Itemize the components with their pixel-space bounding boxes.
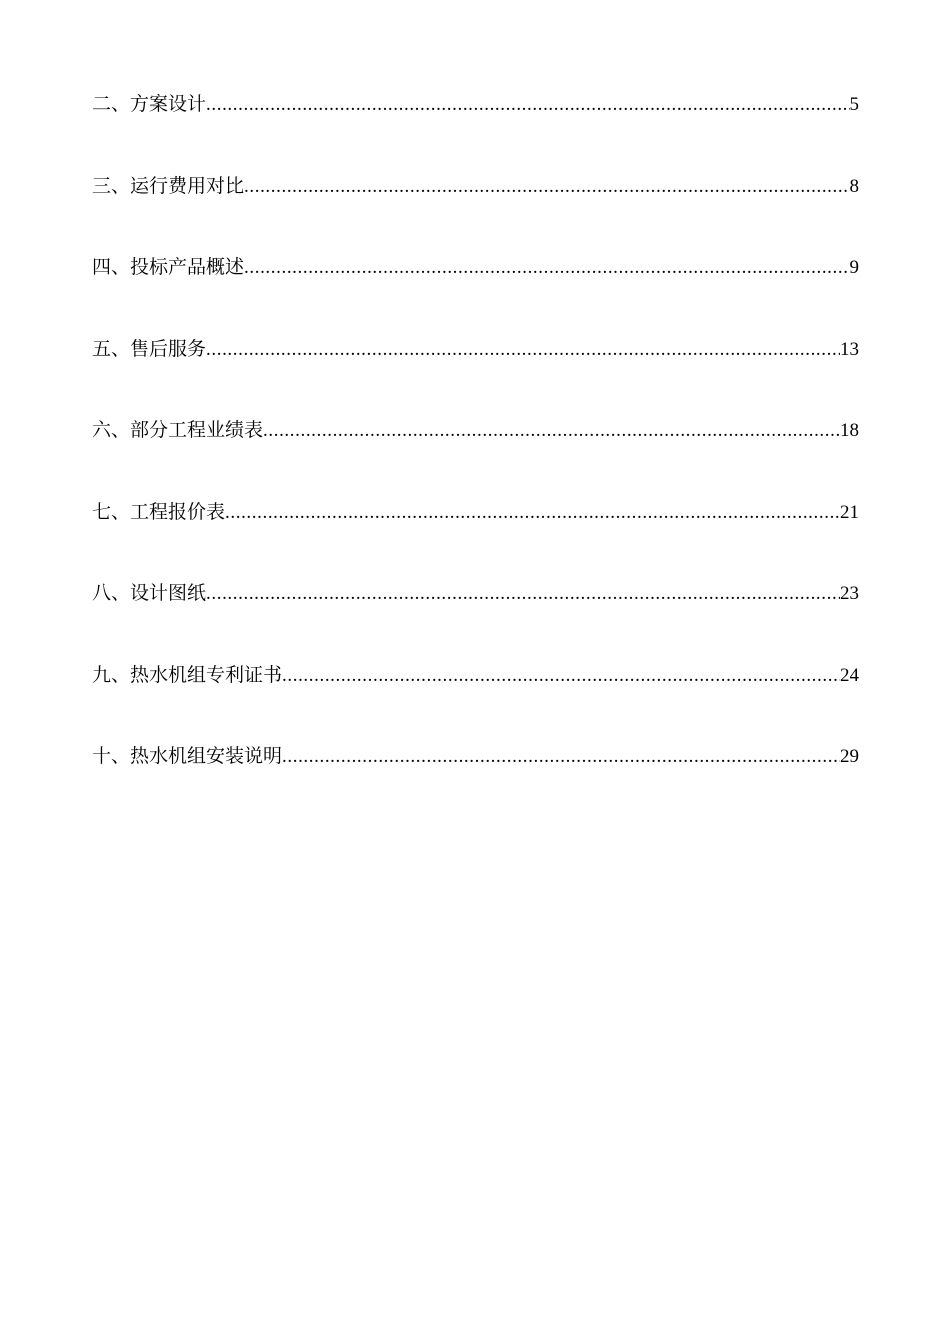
toc-entry-title: 九、热水机组专利证书 bbox=[92, 663, 283, 686]
toc-dot-leader bbox=[206, 579, 840, 609]
toc-entry-title: 七、工程报价表 bbox=[92, 500, 226, 523]
toc-entry-page: 24 bbox=[840, 664, 859, 686]
toc-entry-title: 二、方案设计 bbox=[92, 93, 207, 115]
toc-dot-leader bbox=[282, 742, 840, 772]
table-of-contents bbox=[92, 89, 859, 823]
toc-dot-leader bbox=[282, 661, 840, 691]
toc-dot-leader bbox=[225, 498, 840, 528]
toc-entry[interactable] bbox=[92, 89, 859, 171]
toc-entry-page: 8 bbox=[849, 175, 859, 197]
toc-entry[interactable] bbox=[92, 171, 859, 253]
toc-entry-title: 六、部分工程业绩表 bbox=[92, 419, 264, 441]
toc-entry-page: 29 bbox=[840, 746, 859, 767]
toc-entry-title: 五、售后服务 bbox=[92, 337, 207, 360]
toc-dot-leader bbox=[263, 416, 840, 446]
toc-entry[interactable] bbox=[92, 578, 859, 660]
toc-dot-leader bbox=[244, 172, 849, 202]
toc-entry[interactable] bbox=[92, 415, 859, 497]
toc-entry-page: 9 bbox=[849, 257, 859, 278]
toc-entry-page: 23 bbox=[840, 583, 859, 604]
toc-entry-page: 18 bbox=[840, 420, 859, 441]
toc-entry-title: 十、热水机组安装说明 bbox=[92, 745, 283, 767]
toc-dot-leader bbox=[206, 90, 849, 120]
toc-dot-leader bbox=[206, 335, 840, 365]
toc-entry[interactable] bbox=[92, 252, 859, 334]
toc-entry[interactable] bbox=[92, 334, 859, 416]
toc-entry-title: 三、运行费用对比 bbox=[92, 174, 245, 197]
toc-entry-page: 5 bbox=[849, 94, 859, 115]
toc-dot-leader bbox=[244, 253, 849, 283]
toc-entry[interactable] bbox=[92, 660, 859, 742]
toc-entry[interactable] bbox=[92, 497, 859, 579]
toc-entry-title: 八、设计图纸 bbox=[92, 582, 207, 604]
toc-entry-title: 四、投标产品概述 bbox=[92, 256, 245, 278]
toc-entry-page: 13 bbox=[840, 338, 859, 360]
toc-entry[interactable] bbox=[92, 741, 859, 823]
toc-entry-page: 21 bbox=[840, 501, 859, 523]
